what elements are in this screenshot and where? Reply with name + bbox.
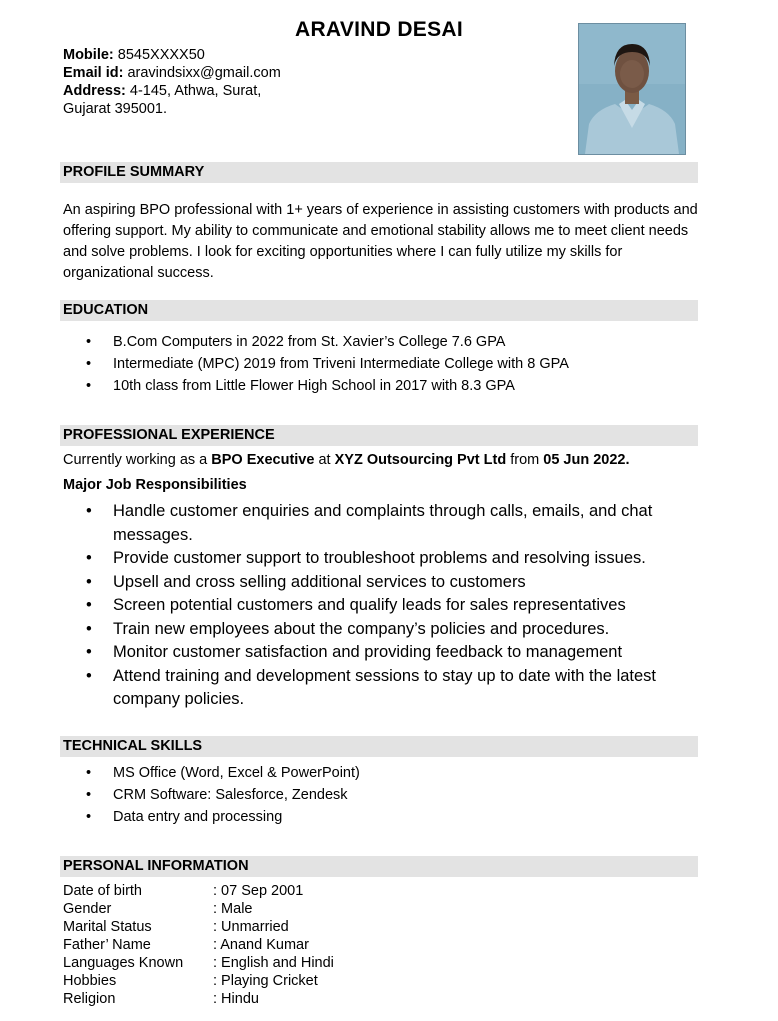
responsibilities-title: Major Job Responsibilities [63, 477, 247, 493]
list-item: • Screen potential customers and qualify leads for sales representatives [63, 594, 683, 618]
job-role: BPO Executive [211, 452, 315, 468]
start-date: 05 Jun 2022. [543, 452, 630, 468]
personal-key: Languages Known [63, 955, 184, 971]
section-header-personal: PERSONAL INFORMATION [60, 856, 698, 877]
personal-row-gender [63, 900, 334, 918]
position-intro: Currently working as a [63, 452, 212, 468]
address-row [63, 82, 281, 100]
personal-row-hobbies [63, 972, 334, 990]
list-item: • Train new employees about the company’s policies and procedures. [63, 618, 683, 642]
education-list [63, 331, 569, 397]
address-line1: 4-145, Athwa, Surat, [129, 83, 262, 99]
section-header-education: EDUCATION [60, 300, 698, 321]
position-from: from [506, 452, 544, 468]
list-item: • MS Office (Word, Excel & PowerPoint) [63, 762, 360, 784]
section-header-profile: PROFILE SUMMARY [60, 162, 698, 183]
email-value: aravindsixx@gmail.com [127, 65, 281, 81]
section-header-experience: PROFESSIONAL EXPERIENCE [60, 425, 698, 446]
list-item: • Upsell and cross selling additional services to customers [63, 571, 683, 595]
personal-value: : English and Hindi [213, 955, 334, 971]
position-at: at [314, 452, 335, 468]
list-item: • Attend training and development sessions to stay up to date with the latest company policies. [63, 665, 683, 712]
address-line2: Gujarat 395001. [63, 101, 167, 117]
personal-value: : 07 Sep 2001 [213, 883, 304, 899]
list-item: • B.Com Computers in 2022 from St. Xavier’s College 7.6 GPA [63, 331, 569, 353]
profile-photo [578, 23, 686, 155]
personal-row-marital [63, 918, 334, 936]
profile-summary-text: An aspiring BPO professional with 1+ years of experience in assisting customers with products and offering support. My ability to communicate and emotional stability allows me to meet client needs and solve problems. I look for exciting opportunities where I can fully utilize my skills for organizational success. [63, 202, 698, 281]
mobile-row [63, 46, 281, 64]
address-label: Address: [63, 83, 126, 99]
personal-row-religion [63, 990, 334, 1008]
list-item: • Intermediate (MPC) 2019 from Triveni Intermediate College with 8 GPA [63, 353, 569, 375]
current-position-line [63, 450, 630, 470]
email-label: Email id: [63, 65, 124, 81]
personal-key: Father’ Name [63, 937, 151, 953]
mobile-value: 8545XXXX50 [117, 47, 205, 63]
personal-value: : Anand Kumar [213, 937, 309, 953]
personal-info-table [63, 882, 334, 1008]
personal-key: Marital Status [63, 919, 152, 935]
personal-value: : Hindu [213, 991, 259, 1007]
person-photo-icon [579, 24, 685, 154]
contact-block [63, 46, 281, 118]
personal-key: Gender [63, 901, 112, 917]
personal-value: : Male [213, 901, 253, 917]
personal-row-languages [63, 954, 334, 972]
list-item: • Data entry and processing [63, 806, 360, 828]
skills-list [63, 762, 360, 828]
personal-key: Religion [63, 991, 116, 1007]
personal-row-father [63, 936, 334, 954]
responsibilities-list [63, 500, 683, 712]
personal-value: : Playing Cricket [213, 973, 318, 989]
personal-row-dob [63, 882, 334, 900]
list-item: • Handle customer enquiries and complaints through calls, emails, and chat messages. [63, 500, 683, 547]
email-row [63, 64, 281, 82]
company-name: XYZ Outsourcing Pvt Ltd [334, 452, 507, 468]
list-item: • Monitor customer satisfaction and providing feedback to management [63, 641, 683, 665]
list-item: • CRM Software: Salesforce, Zendesk [63, 784, 360, 806]
section-header-skills: TECHNICAL SKILLS [60, 736, 698, 757]
personal-value: : Unmarried [213, 919, 289, 935]
personal-key: Date of birth [63, 883, 142, 899]
candidate-name: ARAVIND DESAI [294, 18, 464, 41]
mobile-label: Mobile: [63, 47, 114, 63]
list-item: • Provide customer support to troubleshoot problems and resolving issues. [63, 547, 683, 571]
personal-key: Hobbies [63, 973, 117, 989]
list-item: • 10th class from Little Flower High School in 2017 with 8.3 GPA [63, 375, 569, 397]
